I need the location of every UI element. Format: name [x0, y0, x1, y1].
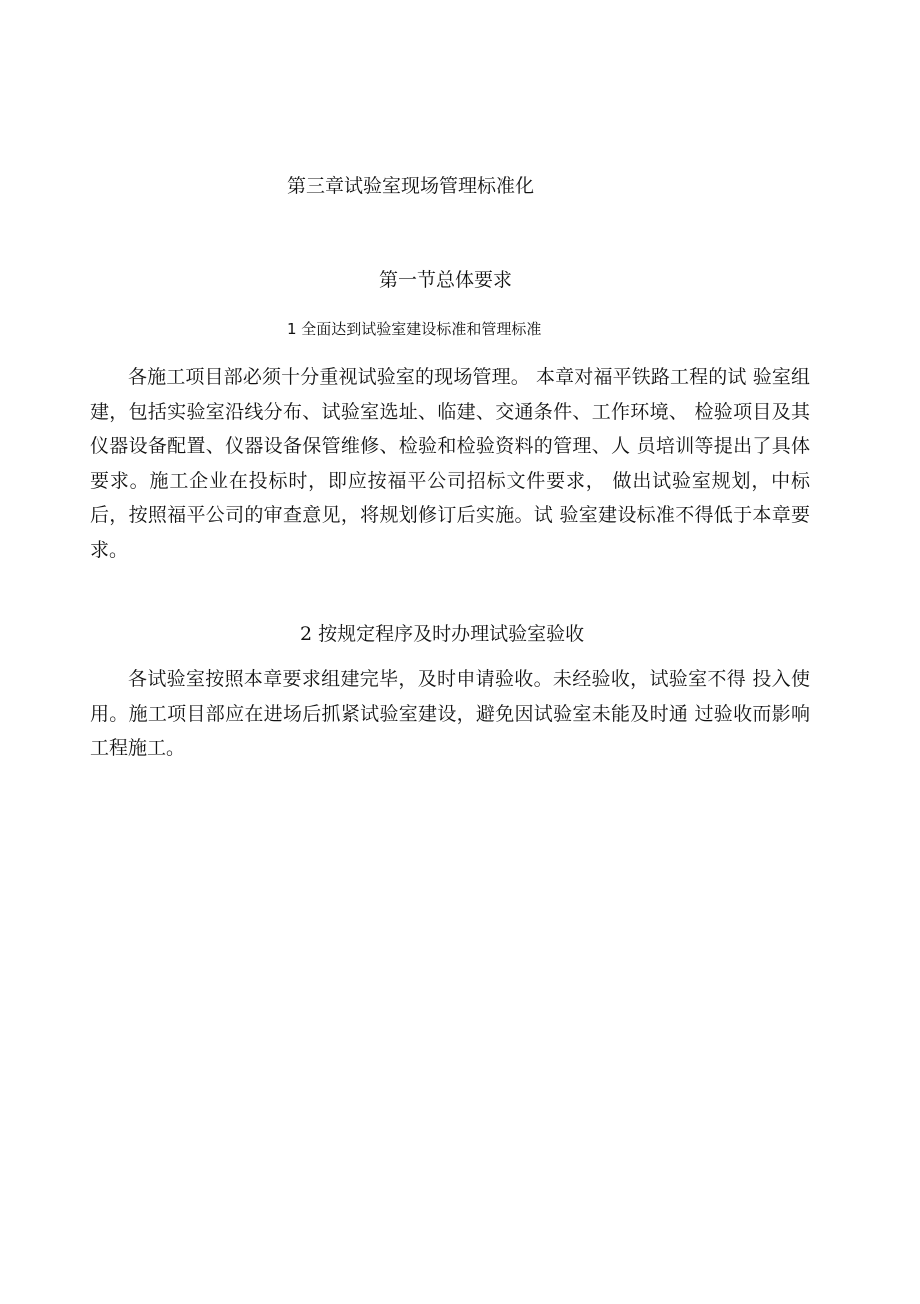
chapter-title: 第三章试验室现场管理标准化 — [287, 175, 535, 197]
paragraph-2: 各试验室按照本章要求组建完毕，及时申请验收。未经验收，试验室不得 投入使用。施工项目部应在进场后抓紧试验室建设，避免因试验室未能及时通 过验收而影响工程施工。 — [90, 668, 810, 759]
paragraph-1: 各施工项目部必须十分重视试验室的现场管理。 本章对福平铁路工程的试 验室组建，包括实验室沿线分布、试验室选址、临建、交通条件、工作环境、 检验项目及其仪器设备配置、仪器设备保管维修、检验和检验资料的管理、人 员培训等提出了具体要求。施工企业在投标时，即应按福平公司招标文件要求， 做出试验室规划，中标后，按照福平公司的审查意见，将规划修订后实施。试 验室建设标准不得低于本章要求。 — [90, 366, 810, 561]
subsection-heading-1: 1 全面达到试验室建设标准和管理标准 — [287, 320, 542, 338]
section-title: 第一节总体要求 — [379, 269, 513, 291]
subsection-heading-2: 2 按规定程序及时办理试验室验收 — [300, 623, 585, 645]
